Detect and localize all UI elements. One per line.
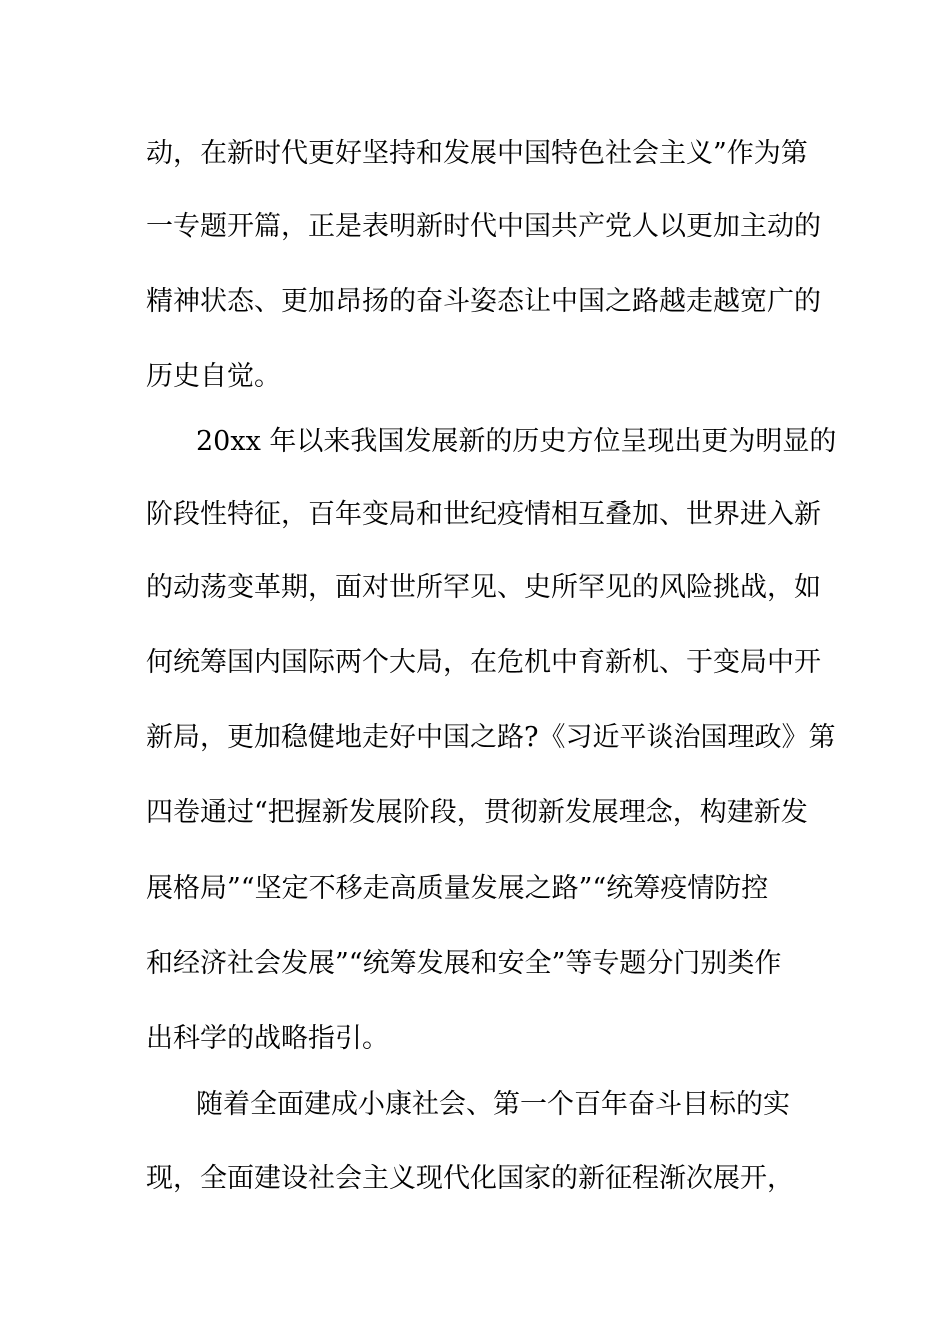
text-line: 四卷通过“把握新发展阶段，贯彻新发展理念，构建新发 — [146, 797, 808, 828]
text-line: 精神状态、更加昂扬的奋斗姿态让中国之路越走越宽广的 — [146, 286, 821, 317]
text-line: 阶段性特征，百年变局和世纪疫情相互叠加、世界进入新 — [146, 499, 821, 530]
text-line: 和经济社会发展”“统筹发展和安全”等专题分门别类作 — [146, 948, 782, 979]
text-line: 何统筹国内国际两个大局，在危机中育新机、于变局中开 — [146, 647, 821, 678]
text-line: 20xx 年以来我国发展新的历史方位呈现出更为明显的 — [196, 426, 837, 457]
text-line: 一专题开篇，正是表明新时代中国共产党人以更加主动的 — [146, 211, 821, 242]
text-line: 随着全面建成小康社会、第一个百年奋斗目标的实 — [196, 1089, 790, 1120]
text-line: 历史自觉。 — [146, 361, 281, 392]
text-line: 新局，更加稳健地走好中国之路?《习近平谈治国理政》第 — [146, 722, 836, 753]
text-line: 动，在新时代更好坚持和发展中国特色社会主义”作为第 — [146, 138, 808, 169]
text-line: 出科学的战略指引。 — [146, 1023, 389, 1054]
text-line: 展格局”“坚定不移走高质量发展之路”“统筹疫情防控 — [146, 873, 769, 904]
text-line: 的动荡变革期，面对世所罕见、史所罕见的风险挑战，如 — [146, 572, 821, 603]
text-line: 现，全面建设社会主义现代化国家的新征程渐次展开， — [146, 1163, 794, 1194]
